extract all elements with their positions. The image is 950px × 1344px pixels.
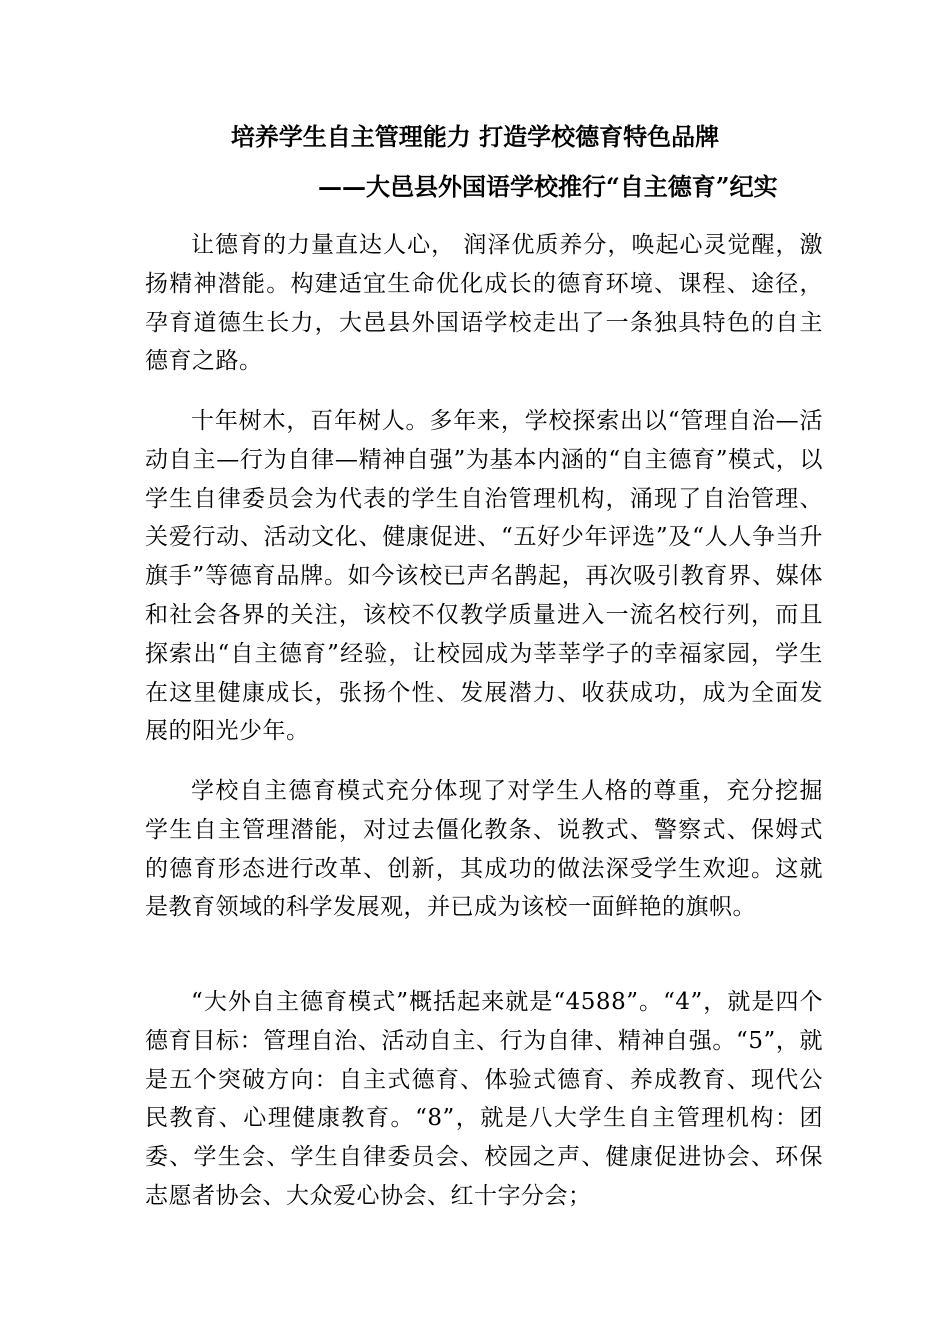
document-title: 培养学生自主管理能力 打造学校德育特色品牌	[230, 122, 720, 151]
document-subtitle: ——大邑县外国语学校推行“自主德育”纪实	[318, 172, 778, 201]
paragraph-model: 十年树木，百年树人。多年来，学校探索出以“管理自治—活动自主—行为自律—精神自强”为基本内涵的“自主德育”模式，以学生自律委员会为代表的学生自治管理机构，涌现了自治管理、关爱行动、活动文化、健康促进、“五好少年评选”及“人人争当升旗手”等德育品牌。如今该校已声名鹊起，再次吸引教育界、媒体和社会各界的关注，该校不仅教学质量进入一流名校行列，而且探索出“自主德育”经验，让校园成为莘莘学子的幸福家园，学生在这里健康成长，张扬个性、发展潜力、收获成功，成为全面发展的阳光少年。	[145, 408, 823, 745]
paragraph-significance: 学校自主德育模式充分体现了对学生人格的尊重，充分挖掘学生自主管理潜能，对过去僵化教条、说教式、警察式、保姆式的德育形态进行改革、创新，其成功的做法深受学生欢迎。这就是教育领域的科学发展观，并已成为该校一面鲜艳的旗帜。	[145, 778, 823, 921]
paragraph-4588: “大外自主德育模式”概括起来就是“4588”。“4”，就是四个德育目标：管理自治、活动自主、行为自律、精神自强。“5”，就是五个突破方向：自主式德育、体验式德育、养成教育、现代公民教育、心理健康教育。“8”，就是八大学生自主管理机构：团委、学生会、学生自律委员会、校园之声、健康促进协会、环保志愿者协会、大众爱心协会、红十字分会；	[145, 989, 823, 1209]
paragraph-intro: 让德育的力量直达人心， 润泽优质养分，唤起心灵觉醒，激扬精神潜能。构建适宜生命优化成长的德育环境、课程、途径，孕育道德生长力，大邑县外国语学校走出了一条独具特色的自主德育之路。	[145, 232, 823, 375]
